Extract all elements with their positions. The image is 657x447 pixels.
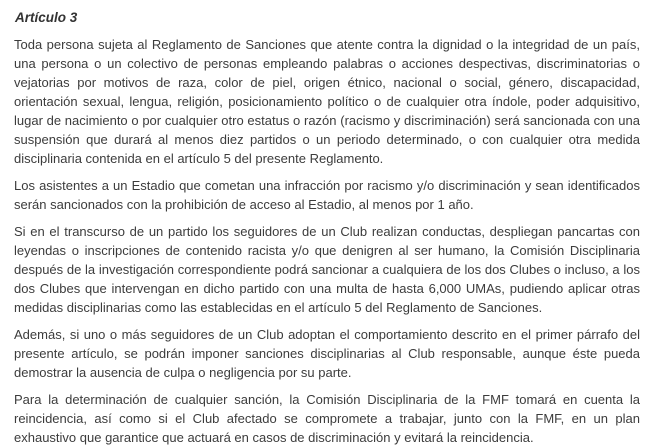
paragraph-recidivism: Para la determinación de cualquier sanción, la Comisión Disciplinaria de la FMF tomará en cuenta la reincidencia, así como si el Club afectado se compromete a trabajar, junto con la FMF, en un plan exhaustivo que garantice que actuará en casos de discriminación y evitará la reincidencia. <box>14 392 640 445</box>
article-title: Artículo 3 <box>15 10 78 25</box>
paragraph-sanction-persons: Toda persona sujeta al Reglamento de Sanciones que atente contra la dignidad o la integridad de un país, una persona o un colectivo de personas empleando palabras o acciones despectivas, discriminatorias o vejatorias por motivos de raza, color de piel, origen étnico, nacional o social, género, discapacidad, orientación sexual, lengua, religión, posicionamiento político o de cualquier otra índole, poder adquisitivo, lugar de nacimiento o por cualquier otro estatus o razón (racismo y discriminación) será sancionada con una suspensión que durará al menos diez partidos o un periodo determinado, o con cualquier otra medida disciplinaria contenida en el artículo 5 del presente Reglamento. <box>14 37 640 166</box>
paragraph-stadium-attendees: Los asistentes a un Estadio que cometan una infracción por racismo y/o discriminación y sean identificados serán sancionados con la prohibición de acceso al Estadio, al menos por 1 año. <box>14 178 640 212</box>
paragraph-club-supporters-fine: Si en el transcurso de un partido los seguidores de un Club realizan conductas, despliegan pancartas con leyendas o inscripciones de contenido racista y/o que denigren al ser humano, la Comisión Disciplinaria después de la investigación correspondiente podrá sancionar a cualquiera de los dos Clubes o incluso, a los dos Clubes que intervengan en dicho partido con una multa de hasta 6,000 UMAs, pudiendo aplicar otras medidas disciplinarias como las establecidas en el artículo 5 del Reglamento de Sanciones. <box>14 224 640 315</box>
paragraph-club-responsibility: Además, si uno o más seguidores de un Club adoptan el comportamiento descrito en el primer párrafo del presente artículo, se podrán imponer sanciones disciplinarias al Club responsable, aunque éste pueda demostrar la ausencia de culpa o negligencia por su parte. <box>14 327 640 380</box>
